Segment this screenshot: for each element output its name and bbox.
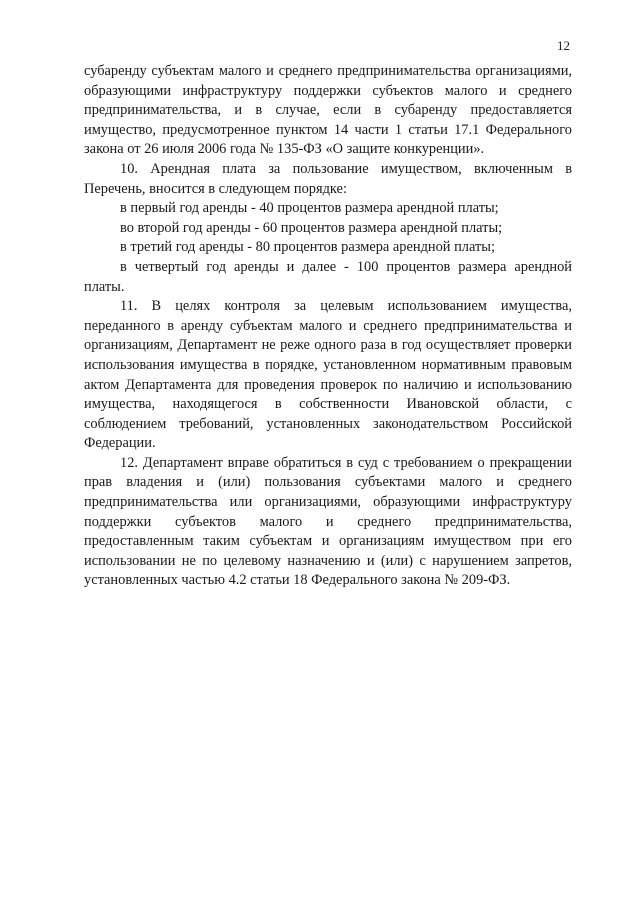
paragraph-11: 11. В целях контроля за целевым использованием имущества, переданного в аренду субъектам малого и среднего предпринимательства и организациям, Департамент не реже одного раза в год осуществляет проверки использования имущества в порядке, установленном нормативным правовым актом Департамента для проведения проверок по наличию и использованию имущества, находящегося в собственности Ивановской области, с соблюдением требований, установленных законодательством Российской Федерации.: [84, 298, 572, 452]
paragraph-10: 10. Арендная плата за пользование имуществом, включенным в Перечень, вносится в следующем порядке:: [84, 160, 572, 197]
page-number: 12: [557, 38, 570, 53]
list-item-year-1: в первый год аренды - 40 процентов размера арендной платы;: [120, 200, 499, 217]
paragraph-12: 12. Департамент вправе обратиться в суд с требованием о прекращении прав владения и (или) пользования субъектами малого и среднего предпринимательства или организациями, образующими инфраструктуру поддержки субъектов малого и среднего предпринимательства, предоставленным таким субъектам и организациям имуществом при его использовании не по целевому назначению и (или) с нарушением запретов, установленных частью 4.2 статьи 18 Федерального закона № 209-ФЗ.: [84, 454, 572, 589]
list-item-year-4: в четвертый год аренды и далее - 100 процентов размера арендной платы.: [84, 258, 572, 295]
document-body: [84, 62, 572, 591]
list-item-year-2: во второй год аренды - 60 процентов размера арендной платы;: [120, 219, 503, 236]
paragraph-continuation: субаренду субъектам малого и среднего предпринимательства организациями, образующими инфраструктуру поддержки субъектов малого и среднего предпринимательства, и в случае, если в субаренду предоставляется имущество, предусмотренное пунктом 14 части 1 статьи 17.1 Федерального закона от 26 июля 2006 года № 135-ФЗ «О защите конкуренции».: [84, 63, 572, 158]
list-item-year-3: в третий год аренды - 80 процентов размера арендной платы;: [120, 239, 495, 256]
